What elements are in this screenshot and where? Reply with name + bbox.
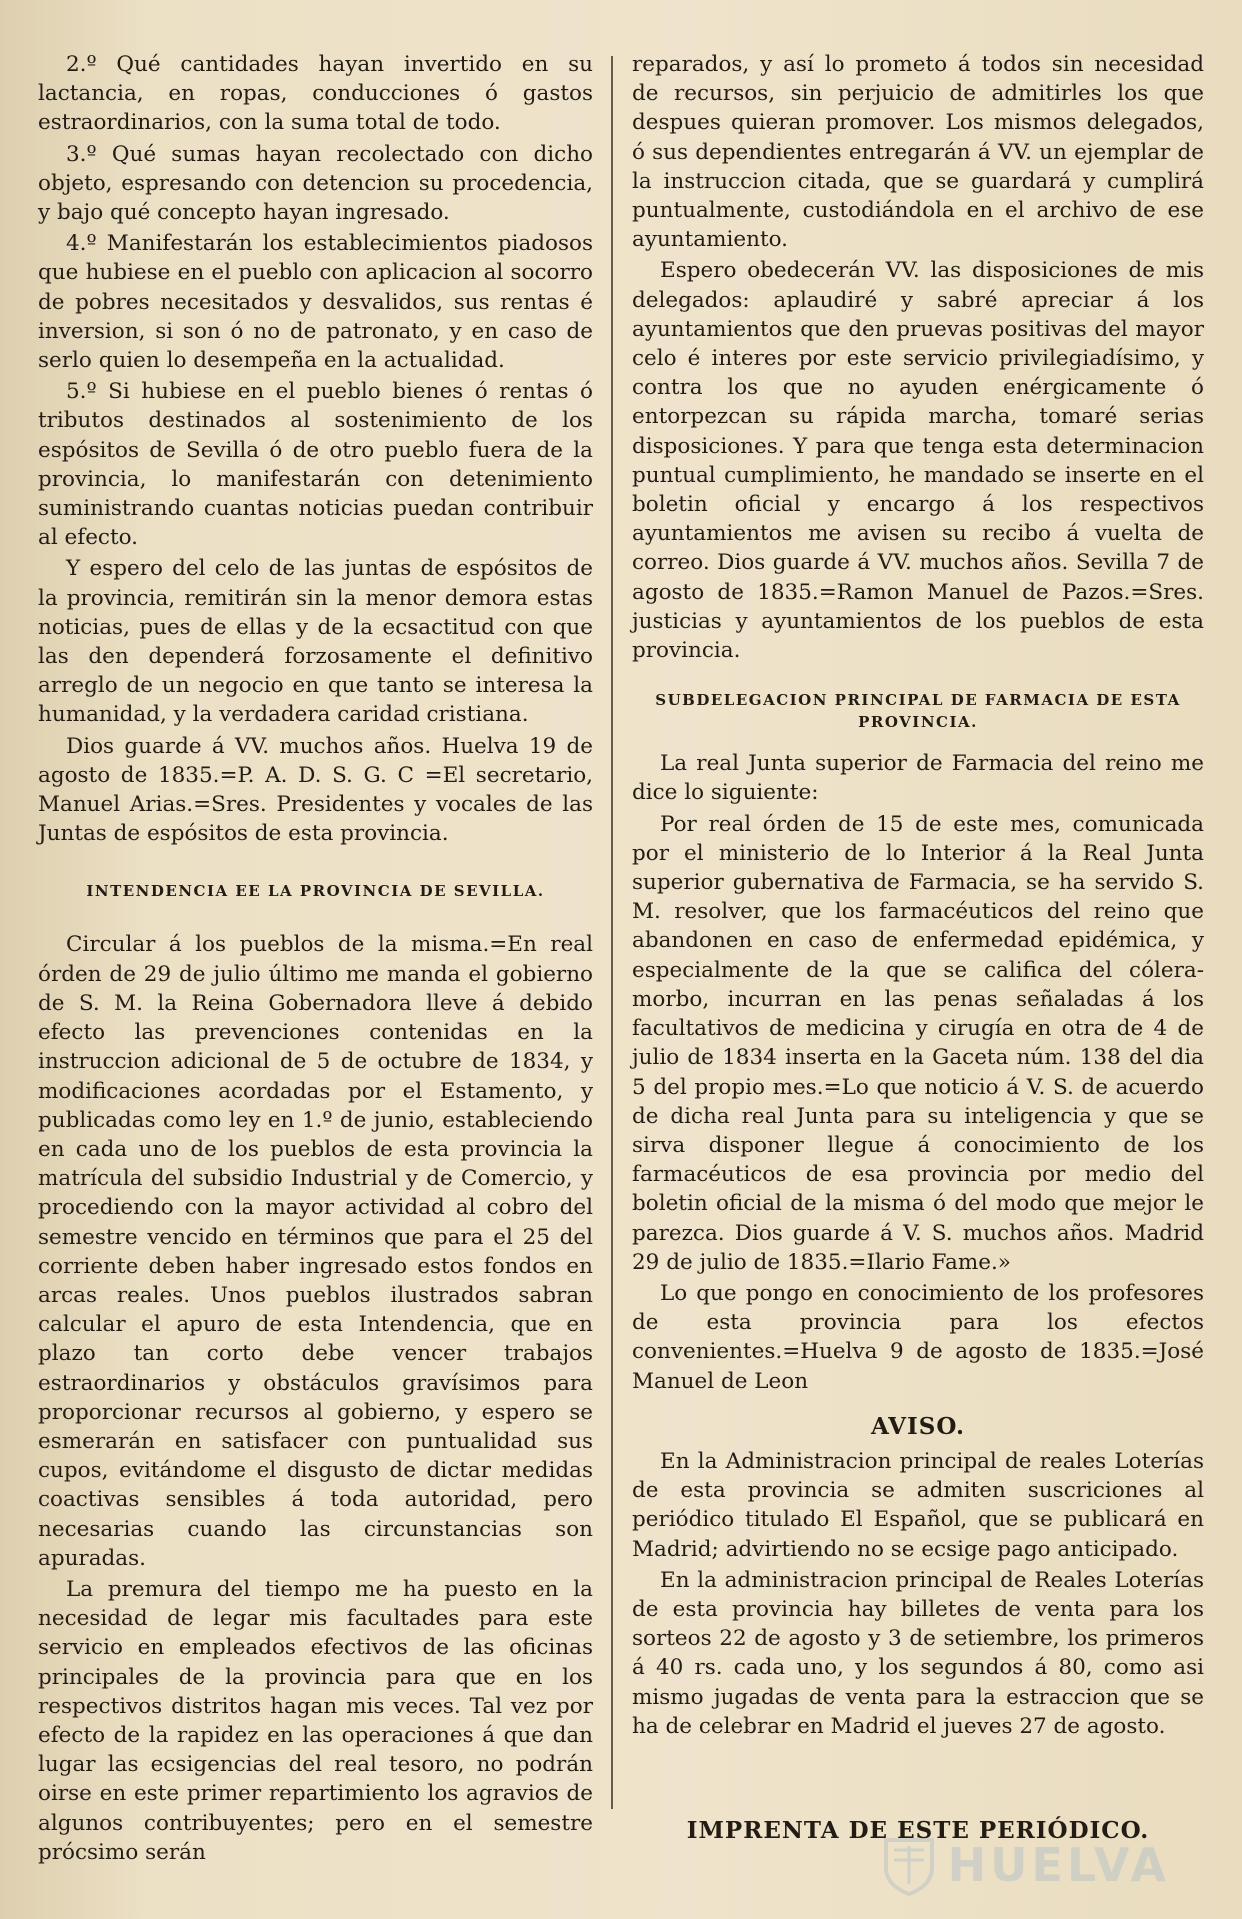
- left-column: [38, 50, 593, 1879]
- paragraph-premura: La premura del tiempo me ha puesto en la necesidad de legar mis facultades para este servicio en empleados efectivos de las oficinas principales de la provincia para que en los respectivos distritos hagan mis veces. Tal vez por efecto de la rapidez en las operaciones á que dan lugar las ecsigencias del real tesoro, no podrán oirse en este primer repartimiento los agravios de algunos contribuyentes; pero en el semestre prócsimo serán: [38, 1576, 593, 1865]
- imprenta-footer: IMPRENTA DE ESTE PERIÓDICO.: [686, 1817, 1150, 1844]
- aviso-title: AVISO.: [870, 1412, 966, 1440]
- paragraph-circular: Circular á los pueblos de la misma.=En real órden de 29 de julio último me manda el gobierno de S. M. la Reina Gobernadora lleve á debido efecto las prevenciones contenidas en la instruccion adicional de 5 de octubre de 1834, y modificaciones acordadas por el Estamento, y publicadas como ley en 1.º de junio, estableciendo en cada uno de los pueblos de esta provincia la matrícula del subsidio Industrial y de Comercio, y procediendo con la mayor actividad al cobro del semestre vencido en términos que para el 25 del corriente deben haber ingresado estos fondos en arcas reales. Unos pueblos ilustrados sabran calcular el apuro de esta Intendencia, que en plazo tan corto debe vencer trabajos estraordinarios y obstáculos gravísimos para proporcionar recursos al gobierno, y espero se esmerarán en satisfacer con puntualidad sus cupos, evitándome el disgusto de dictar medidas coactivas sensibles á toda autoridad, pero necesarias cuando las circunstancias son apuradas.: [38, 932, 593, 1571]
- watermark-text: HUELVA: [947, 1838, 1170, 1892]
- paragraph-conocimiento: Lo que pongo en conocimiento de los profesores de esta provincia para los efectos convenientes.=Huelva 9 de agosto de 1835.=José Manuel de Leon: [632, 1280, 1204, 1394]
- paragraph-item-5: 5.º Si hubiese en el pueblo bienes ó rentas ó tributos destinados al sostenimiento de los espósitos de Sevilla ó de otro pueblo fuera de la provincia, lo manifestarán con detenimiento suministrando cuantas noticias puedan contribuir al efecto.: [38, 379, 593, 551]
- watermark: [840, 1830, 1170, 1900]
- paragraph-junta-intro: La real Junta superior de Farmacia del reino me dice lo siguiente:: [632, 751, 1204, 806]
- column-divider: [611, 56, 613, 1809]
- paragraph-item-3: 3.º Qué sumas hayan recolectado con dicho objeto, espresando con detencion su procedencia, y bajo qué concepto hayan ingresado.: [38, 141, 593, 226]
- aviso-paragraph-suscriciones: En la Administracion principal de reales Loterías de esta provincia se admiten suscriciones al periódico titulado El Español, que se publicará en Madrid; advirtiendo no se ecsige pago anticipado.: [632, 1448, 1204, 1562]
- paragraph-real-orden: Por real órden de 15 de este mes, comunicada por el ministerio de lo Interior á la Real Junta superior gubernativa de Farmacia, se ha servido S. M. resolver, que los farmacéuticos del reino que abandonen en caso de enfermedad epidémica, y especialmente de la que se califica del cólera-morbo, incurran en las penas señaladas á los facultativos de medicina y cirugía en otra de 4 de julio de 1834 inserta en la Gaceta núm. 138 del dia 5 del propio mes.=Lo que noticio á V. S. de acuerdo de dicha real Junta para su inteligencia y que se sirva disponer llegue á conocimiento de los farmacéuticos de esa provincia por medio del boletin oficial de la misma ó del modo que mejor le parezca. Dios guarde á V. S. muchos años. Madrid 29 de julio de 1835.=Ilario Fame.»: [632, 811, 1204, 1275]
- section-heading-intendencia: INTENDENCIA EE LA PROVINCIA DE SEVILLA.: [86, 882, 545, 901]
- right-column: [632, 50, 1204, 1879]
- aviso-paragraph-billetes: En la administracion principal de Reales Loterías de esta provincia hay billetes de venta para los sorteos 22 de agosto y 3 de setiembre, los primeros á 40 rs. cada uno, y los segundos á 80, como asi mismo jugadas de venta para la estraccion que se ha de celebrar en Madrid el jueves 27 de agosto.: [632, 1567, 1204, 1739]
- section-heading-farmacia: SUBDELEGACION PRINCIPAL DE FARMACIA DE ESTA PROVINCIA.: [655, 691, 1181, 732]
- paragraph-item-2: 2.º Qué cantidades hayan invertido en su lactancia, en ropas, conducciones ó gastos estraordinarios, con la suma total de todo.: [38, 52, 593, 136]
- paragraph-item-4: 4.º Manifestarán los establecimientos piadosos que hubiese en el pueblo con aplicacion al socorro de pobres necesitados y desvalidos, sus rentas é inversion, si son ó no de patronato, y en caso de serlo quien lo desempeña en la actualidad.: [38, 231, 593, 374]
- paragraph-request: Y espero del celo de las juntas de espósitos de la provincia, remitirán sin la menor demora estas noticias, pues de ellas y de la ecsactitud con que las den dependerá forzosamente el definitivo arreglo de un negocio en que tanto se interesa la humanidad, y la verdadera caridad cristiana.: [38, 556, 593, 728]
- paragraph-continuation: reparados, y así lo prometo á todos sin necesidad de recursos, sin perjuicio de admitirles los que despues quieran promover. Los mismos delegados, ó sus dependientes entregarán á VV. un ejemplar de la instruccion citada, que se guardará y cumplirá puntualmente, custodiándola en el archivo de ese ayuntamiento.: [632, 52, 1204, 253]
- paragraph-signature-huelva: Dios guarde á VV. muchos años. Huelva 19 de agosto de 1835.=P. A. D. S. G. C =El secretario, Manuel Arias.=Sres. Presidentes y vocales de las Juntas de espósitos de esta provincia.: [38, 733, 593, 847]
- coat-of-arms-icon: [882, 1834, 936, 1896]
- paragraph-delegados: Espero obedecerán VV. las disposiciones de mis delegados: aplaudiré y sabré apreciar á los ayuntamientos que den pruevas positivas del mayor celo é interes por este servicio privilegiadísimo, y contra los que no ayuden enérgicamente ó entorpezcan su rápida marcha, tomaré serias disposiciones. Y para que tenga esta determinacion puntual cumplimiento, he mandado se inserte en el boletin oficial y encargo á los respectivos ayuntamientos me avisen su recibo á vuelta de correo. Dios guarde á VV. muchos años. Sevilla 7 de agosto de 1835.=Ramon Manuel de Pazos.=Sres. justicias y ayuntamientos de los pueblos de esta provincia.: [632, 258, 1204, 664]
